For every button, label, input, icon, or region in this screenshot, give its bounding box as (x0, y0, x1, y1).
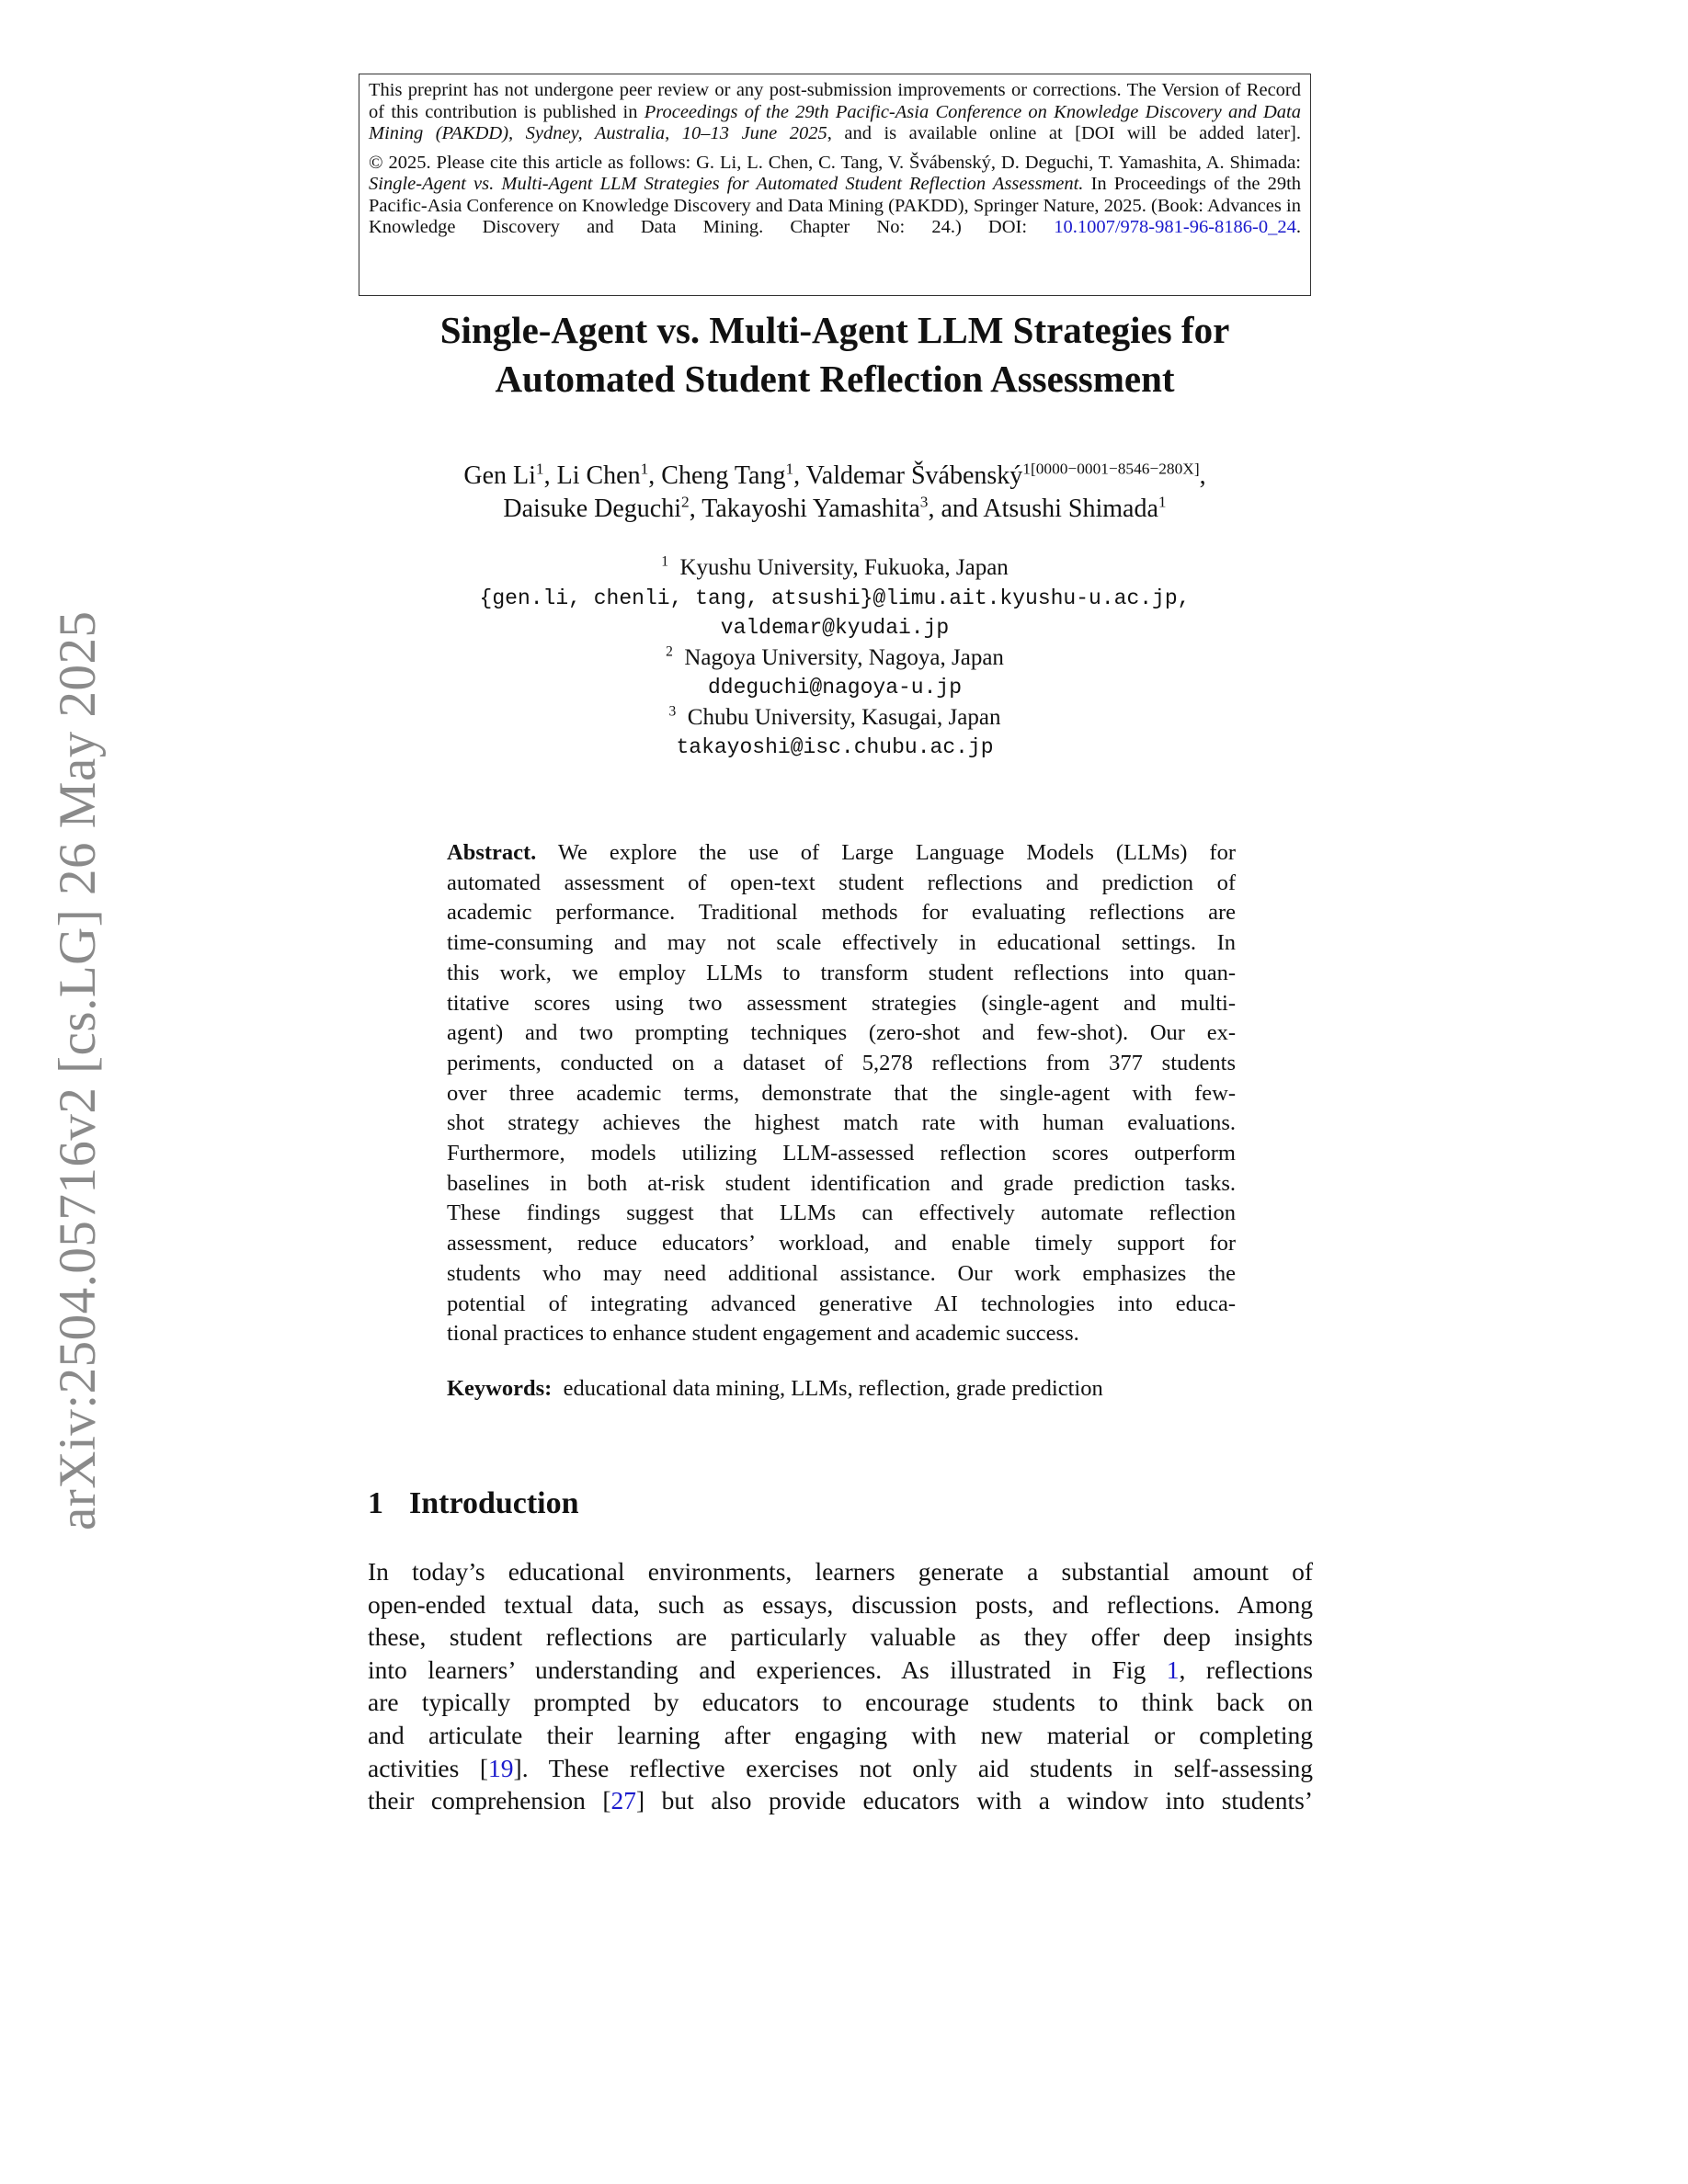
abstract-line: this work, we employ LLMs to transform student reflections into quan- (447, 960, 1236, 985)
reference-link[interactable]: 19 (488, 1753, 514, 1782)
affiliation: $^1$ Kyushu University, Fukuoka, Japan (661, 553, 1009, 580)
preprint-notice-box (359, 74, 1311, 296)
affiliations (359, 553, 1311, 763)
abstract-line: potential of integrating advanced generative AI technologies into educa- (447, 1291, 1236, 1316)
body-line: In today’s educational environments, learners generate a substantial amount of (368, 1557, 1313, 1586)
section-heading: 1 Introduction (368, 1486, 579, 1520)
body-line: activities [19]. These reflective exercises not only aid students in self-assessing (368, 1753, 1313, 1782)
abstract-line: Furthermore, models utilizing LLM-assessed reflection scores outperform (447, 1141, 1236, 1166)
body-text (368, 1555, 1313, 1817)
doi-link[interactable]: 10.1007/978-981-96-8186-0_24 (1054, 217, 1296, 237)
body-line: open-ended textual data, such as essays, discussion posts, and reflections. Among (368, 1589, 1313, 1619)
abstract-line: These findings suggest that LLMs can effectively automate reflection (447, 1200, 1236, 1226)
abstract-line: over three academic terms, demonstrate that the single-agent with few- (447, 1080, 1236, 1106)
email[interactable]: valdemar@kyudai.jp (720, 616, 950, 640)
author: Li Chen (556, 461, 641, 490)
notice-paragraph-1: This preprint has not undergone peer review or any post-submission improvements or corrections. The Version of Record of this contribution is published in Proceedings of the 29th Pacific-Asia Conference on Knowledge Discovery and Data Mining (PAKDD), Sydney, Australia, 10–13 June 2025, and is available online at [DOI will be added later]. (369, 80, 1302, 143)
author: Gen Li (463, 461, 536, 490)
abstract-line: Abstract. We explore the use of Large Language Models (LLMs) for (447, 840, 1236, 865)
abstract-line: baselines in both at-risk student identification and grade prediction tasks. (447, 1170, 1236, 1196)
affiliation: $^3$ Chubu University, Kasugai, Japan (668, 703, 1001, 730)
author: Atsushi Shimada (983, 495, 1158, 523)
abstract-line: shot strategy achieves the highest match rate with human evaluations. (447, 1110, 1236, 1136)
arxiv-identifier: arXiv:2504.05716v2 [cs.LG] 26 May 2025 (49, 610, 107, 1530)
author: Daisuke Deguchi (503, 495, 681, 523)
body-line: and articulate their learning after engaging with new material or completing (368, 1720, 1313, 1749)
abstract-line: titative scores using two assessment strategies (single-agent and multi- (447, 990, 1236, 1016)
body-line: their comprehension [27] but also provide educators with a window into students’ (368, 1786, 1313, 1815)
author-list: Gen Li$^1$, Li Chen$^1$, Cheng Tang$^1$, Valdemar Švábenský$^{1[0000-0001-8546-280X]}$, Daisuke Deguchi$^2$, Takayoshi Yamashita$^3$, and Atsushi Shimada$^1$ (463, 460, 1206, 523)
body-line: are typically prompted by educators to encourage students to think back on (368, 1688, 1313, 1717)
abstract-line: automated assessment of open-text student reflections and prediction of (447, 870, 1236, 895)
abstract-line: tional practices to enhance student engagement and academic success. (447, 1321, 1079, 1347)
keywords: Keywords: educational data mining, LLMs, reflection, grade prediction (447, 1376, 1103, 1401)
abstract-line: periments, conducted on a dataset of 5,278 reflections from 377 students (447, 1050, 1236, 1075)
author: Takayoshi Yamashita (701, 495, 920, 523)
email[interactable]: ddeguchi@nagoya-u.jp (707, 676, 963, 700)
body-line: these, student reflections are particularly valuable as they offer deep insights (368, 1622, 1313, 1652)
author: Cheng Tang (661, 461, 786, 490)
abstract-line: assessment, reduce educators’ workload, and enable timely support for (447, 1231, 1236, 1257)
notice-paragraph-2: © 2025. Please cite this article as follows: G. Li, L. Chen, C. Tang, V. Švábenský, D. Deguchi, T. Yamashita, A. Shimada: Single-Agent vs. Multi-Agent LLM Strategies for Automated Student Reflection Assessment. In Proceedings of the 29th Pacific-Asia Conference on Knowledge Discovery and Data Mining (PAKDD), Springer Nature, 2025. (Book: Advances in Knowledge Discovery and Data Mining. Chapter No: 24.) DOI: 10.1007/978-981-96-8186-0_24. (369, 152, 1302, 237)
abstract (447, 838, 1236, 1349)
abstract-line: agent) and two prompting techniques (zero-shot and few-shot). Our ex- (447, 1020, 1236, 1046)
email[interactable]: takayoshi@isc.chubu.ac.jp (676, 735, 994, 759)
author: Valdemar Švábenský (805, 461, 1023, 490)
abstract-line: students who may need additional assistance. Our work emphasizes the (447, 1260, 1236, 1286)
reference-link[interactable]: 1 (1166, 1655, 1180, 1684)
paper-title: Single-Agent vs. Multi-Agent LLM Strategies for Automated Student Reflection Assessment (439, 309, 1230, 400)
affiliation: $^2$ Nagoya University, Nagoya, Japan (666, 643, 1004, 670)
body-line: into learners’ understanding and experiences. As illustrated in Fig 1, reflections (368, 1655, 1313, 1684)
abstract-line: time-consuming and may not scale effectively in educational settings. In (447, 930, 1236, 956)
reference-link[interactable]: 27 (610, 1786, 637, 1815)
abstract-line: academic performance. Traditional methods for evaluating reflections are (447, 900, 1236, 926)
email[interactable]: {gen.li, chenli, tang, atsushi}@limu.ait.kyushu-u.ac.jp, (479, 586, 1191, 610)
